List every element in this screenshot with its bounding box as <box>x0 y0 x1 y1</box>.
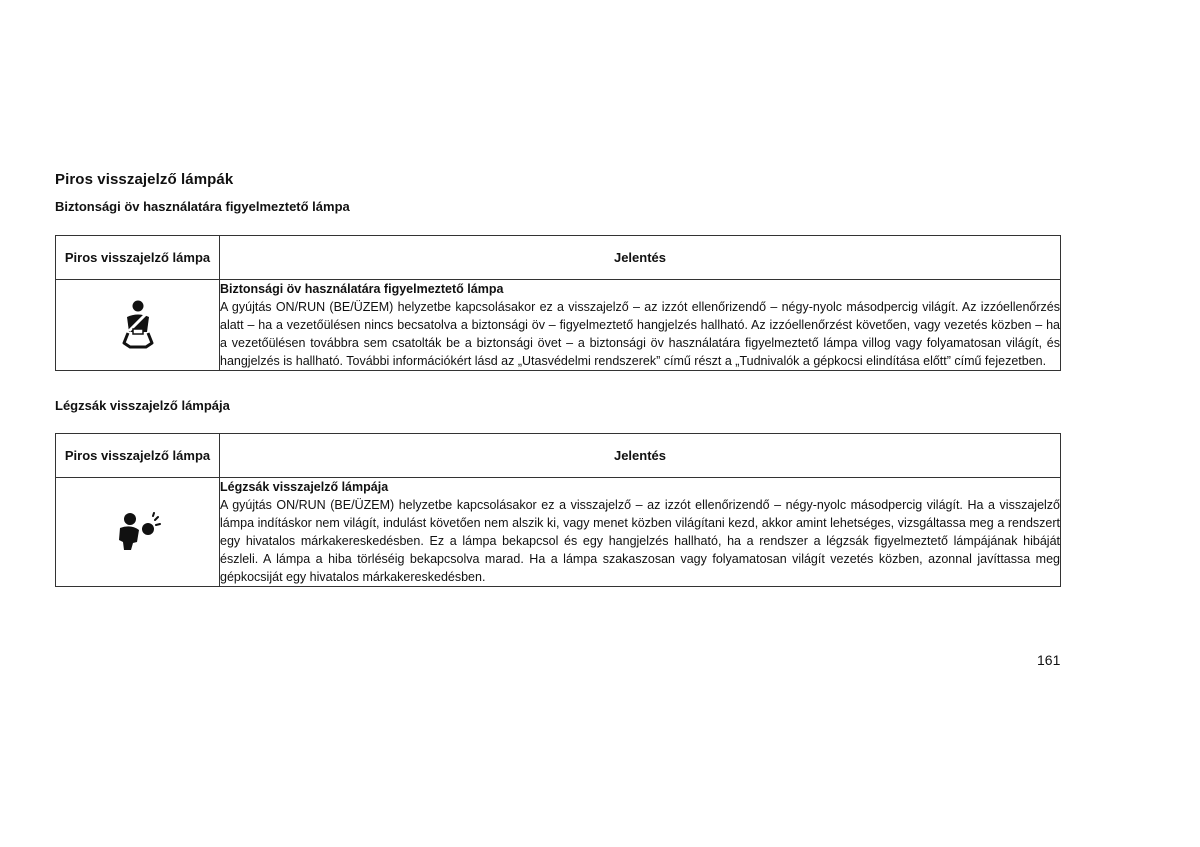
meaning-column-header: Jelentés <box>220 434 1061 478</box>
lamp-description-cell <box>220 478 1061 587</box>
section-heading-seatbelt: Biztonsági öv használatára figyelmeztető lámpa <box>55 199 350 214</box>
airbag-warning-icon <box>115 512 161 552</box>
lamp-column-header: Piros visszajelző lámpa <box>56 434 220 478</box>
lamp-description-cell <box>220 280 1061 371</box>
page-number: 161 <box>1037 652 1061 668</box>
meaning-column-header: Jelentés <box>220 236 1061 280</box>
seatbelt-warning-icon <box>116 299 160 351</box>
lamp-description-body: A gyújtás ON/RUN (BE/ÜZEM) helyzetbe kapcsolásakor ez a visszajelző – az izzót ellenőrizendő – négy-nyolc másodpercig világít. Az izzóellenőrzés alatt – ha a vezetőülésen nincs becsatolva a biztonsági öv – figyelmeztető hangjelzés hallható. Az izzóellenőrzést követően, vagy vezetés közben – ha a vezetőülésen továbbra sem csatolták be a biztonsági övet – a biztonsági öv használatára figyelmeztető lámpa villog vagy folyamatosan világít, és hangjelzés is hallható. További információkért lásd az „Utasvédelmi rendszerek” című részt a „Tudnivalók a gépkocsi elindítása előtt” című fejezetben. <box>220 300 1060 368</box>
section-heading-airbag: Légzsák visszajelző lámpája <box>55 398 230 413</box>
lamp-description-body: A gyújtás ON/RUN (BE/ÜZEM) helyzetbe kapcsolásakor ez a visszajelző – az izzót ellenőrizendő – négy-nyolc másodpercig világít. Ha a visszajelző lámpa indításkor nem világít, indulást követően nem alszik ki, vagy menet közben világítani kezd, akkor amint lehetséges, vizsgáltassa meg a rendszert egy hivatalos márkakereskedésben. Ez a lámpa bekapcsol és egy hangjelzés hallható, ha a rendszer a légzsák figyelmeztető lámpájának hibáját észleli. A lámpa a hiba törléséig bekapcsolva marad. Ha a lámpa szakaszosan vagy folyamatosan világít vezetés közben, azonnal javíttassa meg gépkocsiját egy hivatalos márkakereskedésben. <box>220 498 1060 584</box>
table-row <box>56 280 1061 371</box>
table-header-row <box>56 434 1061 478</box>
airbag-lamp-table <box>55 433 1061 587</box>
lamp-icon-cell <box>56 478 220 587</box>
lamp-description-title: Légzsák visszajelző lámpája <box>220 480 389 494</box>
table-header-row <box>56 236 1061 280</box>
lamp-column-header: Piros visszajelző lámpa <box>56 236 220 280</box>
lamp-icon-cell <box>56 280 220 371</box>
page-title: Piros visszajelző lámpák <box>55 171 234 188</box>
table-row <box>56 478 1061 587</box>
seatbelt-lamp-table <box>55 235 1061 371</box>
lamp-description-title: Biztonsági öv használatára figyelmeztető lámpa <box>220 282 504 296</box>
